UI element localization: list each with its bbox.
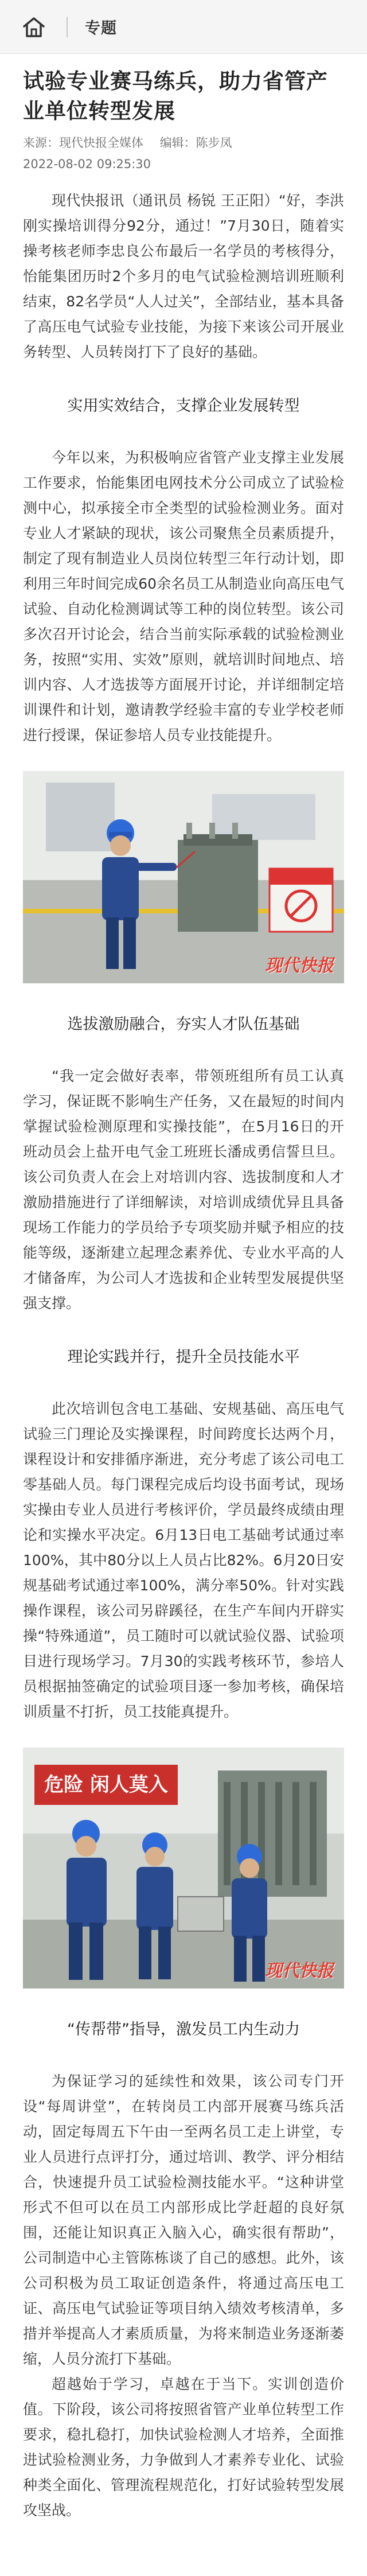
top-bar (0, 0, 367, 54)
article-editor: 编辑：陈步凤 (159, 136, 232, 150)
paragraph: 为保证学习的延续性和效果，该公司专门开设“每周讲堂”，在转岗员工内部开展赛马练兵活动，固定每周五下午由一至两名员工走上讲堂，专业人员进行点评打分，通过培训、教学、评分相结合，快速提升员工试验检测技能水平。“这种讲堂形式不但可以在员工内部形成比学赶超的良好氛围，还能让知识真正入脑入心，确实很有帮助”，公司制造中心主管陈栋谈了自己的感想。此外，该公司积极为员工取证创造条件，将通过高压电工证、高压电气试验证等项目纳入绩效考核清单，多措并举提高人才素质质量，为将来制造业务逐渐萎缩，人员分流打下基础。 (23, 2073, 344, 2367)
photo-workers-substation (23, 1748, 344, 1989)
article-photo-1 (23, 771, 344, 983)
header-divider (67, 17, 68, 37)
channel-label: 专题 (85, 20, 117, 37)
section-heading: 选拔激励融合，夯实人才队伍基础 (67, 1015, 300, 1033)
paragraph: 现代快报讯（通讯员 杨锐 王正阳）“好，李洪刚实操培训得分92分，通过！”7月30日，随着实操考核老师李忠良公布最后一名学员的考核得分，怡能集团历时2个多月的电气试验检测培训班顺利结束，82名学员“人人过关”，全部结业，基本具备了高压电气试验专业技能，为接下来该公司开展业务转型、人员转岗打下了良好的基础。 (23, 192, 344, 360)
section-heading: 理论实践并行，提升全员技能水平 (67, 1348, 300, 1366)
section-heading: “传帮带”指导，激发员工内生动力 (67, 2021, 300, 2038)
home-button[interactable] (21, 14, 47, 40)
article-meta (23, 134, 344, 151)
paragraph: 此次培训包含电工基础、安规基础、高压电气试验三门理论及实操课程，时间跨度长达两个月，课程设计和安排循序渐进，充分考虑了该公司电工零基础人员。每门课程完成后均设书面考试，现场实操由专业人员进行考核评价，学员最终成绩由理论和实操水平决定。6月13日电工基础考试通过率100%，其中80分以上人员占比82%。6月20日安规基础考试通过率100%，满分率50%。针对实践操作课程，该公司另辟蹊径，在生产车间内开辟实操“特殊通道”，员工随时可以就试验仪器、试验项目进行现场学习。7月30的实践考核环节，参培人员根据抽签确定的试验项目逐一参加考核，确保培训质量不打折，员工技能真提升。 (23, 1400, 344, 1720)
article-date: 2022-08-02 09:25:30 (23, 157, 151, 171)
warning-sign-text: 危险 闲人莫入 (44, 1773, 168, 1796)
article-source: 来源：现代快报全媒体 (23, 136, 143, 150)
photo-watermark: 现代快报 (265, 956, 334, 976)
section-heading: 实用实效结合，支撑企业发展转型 (67, 397, 300, 415)
photo-watermark: 现代快报 (265, 1961, 334, 1981)
paragraph: “我一定会做好表率，带领班组所有员工认真学习，保证既不影响生产任务，又在最短的时间内掌握试验检测原理和实操技能”，在5月16日的开班动员会上盐开电气金工班班长潘成勇信誓旦旦。该公司负责人在会上对培训内容、选拔制度和人才激励措施进行了详细解读，对培训成绩优异且具备现场工作能力的学员给予专项奖励并赋予相应的技能等级，逐渐建立起理念素养优、专业水平高的人才储备库，为公司人才选拔和企业转型发展提供坚强支撑。 (23, 1068, 344, 1312)
article-title: 试验专业赛马练兵，助力省管产业单位转型发展 (23, 69, 328, 123)
article (0, 54, 367, 2523)
article-photo-2 (23, 1748, 344, 1989)
home-icon (22, 15, 46, 38)
paragraph: 超越始于学习，卓越在于当下。实训创造价值。下阶段，该公司将按照省管产业单位转型工作要求，稳扎稳打，加快试验检测人才培养，全面推进试验检测业务，力争做到人才素养专业化、试验种类全面化、管理流程规范化，打好试验转型发展攻坚战。 (23, 2376, 344, 2519)
paragraph: 今年以来，为积极响应省管产业支撑主业发展工作要求，怡能集团电网技术分公司成立了试验检测中心，拟承接全市全类型的试验检测业务。面对专业人才紧缺的现状，该公司聚焦全员素质提升，制定了现有制造业人员岗位转型三年行动计划，即利用三年时间完成60余名员工从制造业向高压电气试验、自动化检测调试等工种的岗位转型。该公司多次召开讨论会，结合当前实际承载的试验检测业务，按照“实用、实效”原则，就培训时间地点、培训内容、人才选拔等方面展开讨论，并详细制定培训课件和计划，邀请教学经验丰富的专业学校老师进行授课，保证参培人员专业技能提升。 (23, 449, 344, 744)
